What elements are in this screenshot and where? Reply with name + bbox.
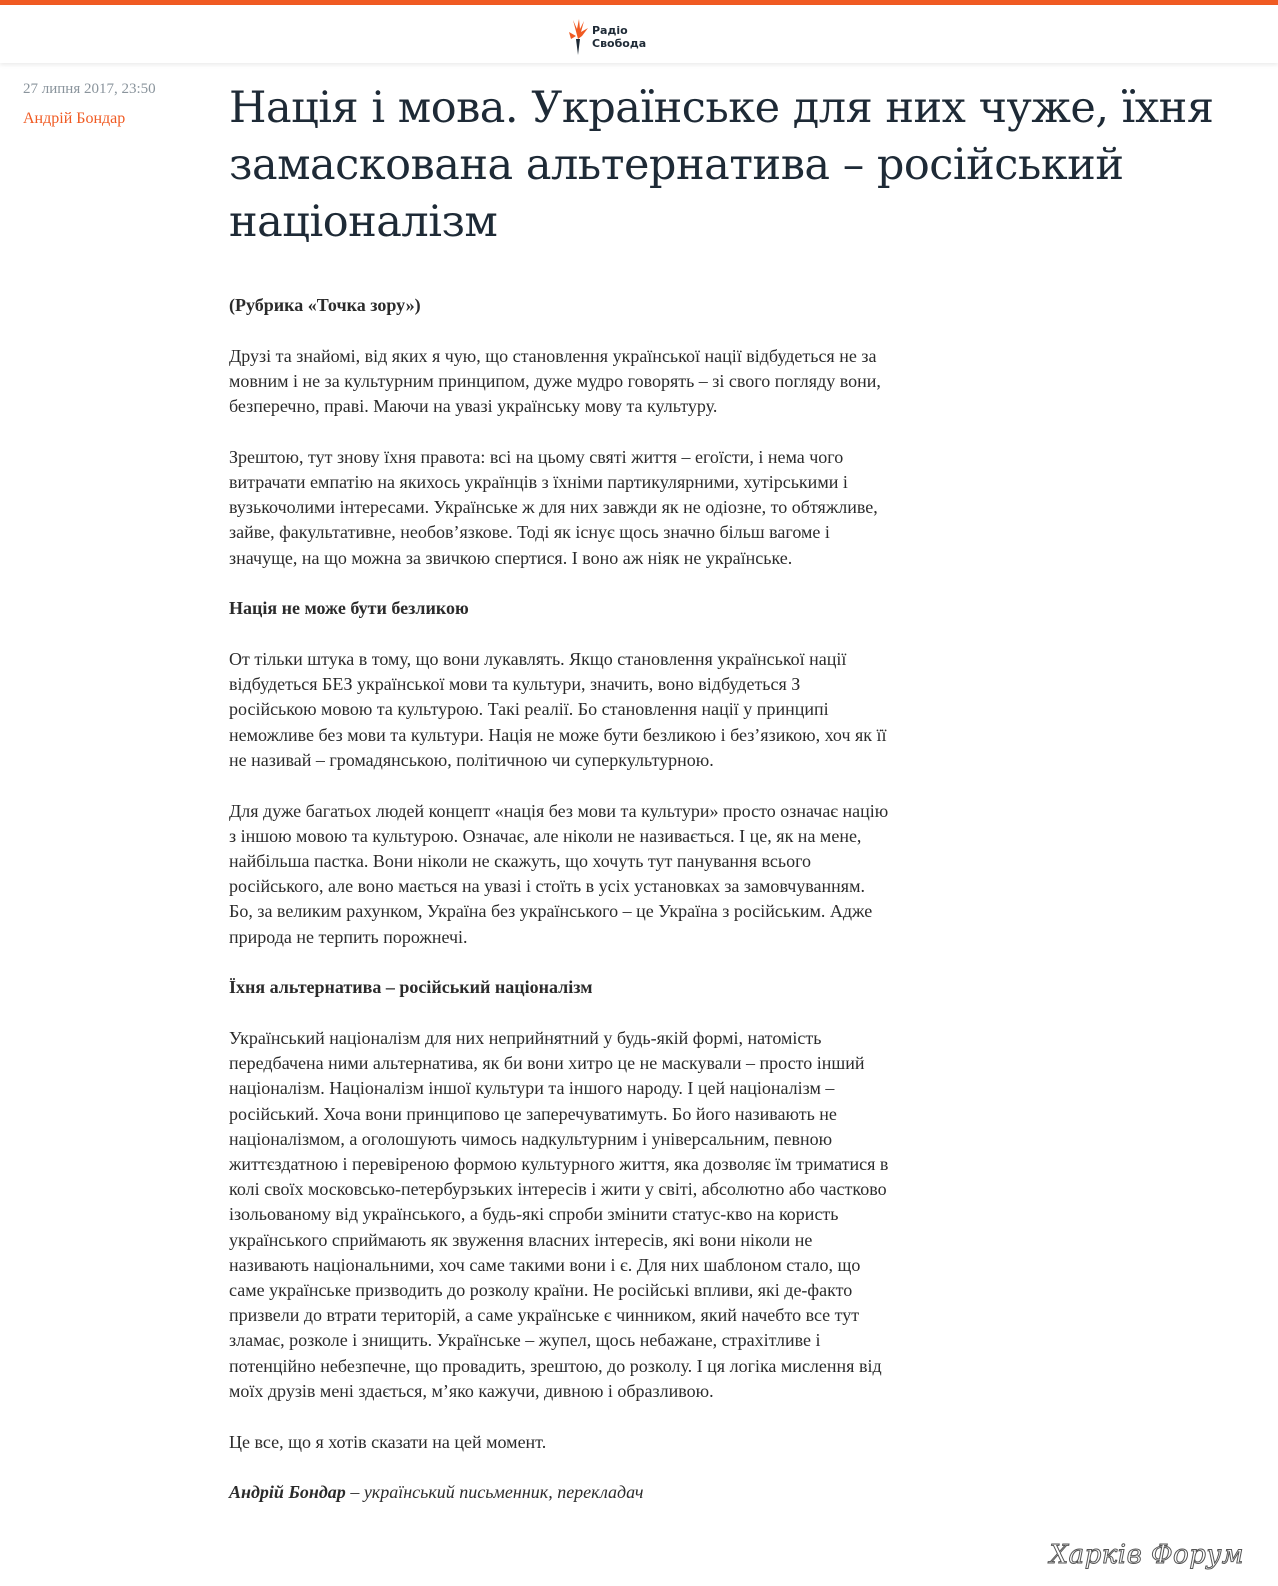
article-meta bbox=[23, 80, 193, 128]
author-bio bbox=[229, 1480, 889, 1505]
article-body bbox=[229, 293, 889, 1531]
logo-line-1: Радіо bbox=[592, 24, 628, 37]
logo-line-2: Свобода bbox=[592, 37, 647, 50]
rubric-label: (Рубрика «Точка зору») bbox=[229, 295, 421, 315]
author-bio-name: Андрій Бондар bbox=[229, 1482, 346, 1503]
article-title: Нація і мова. Українське для них чуже, їхня замаскована альтернатива – російський націоналізм bbox=[229, 83, 1214, 247]
forum-watermark: Харків Форум bbox=[1049, 1540, 1244, 1570]
article-paragraph: От тільки штука в тому, що вони лукавлять. Якщо становлення української нації відбудеться БЕЗ української мови та культури, значить, воно відбудеться З російською мовою та культурою. Такі реалії. Бо становлення нації у принципі неможливе без мови та культури. Нація не може бути безликою і без’язикою, хоч як її не називай – громадянською, політичною чи суперкультурною. bbox=[229, 649, 887, 770]
author-link[interactable]: Андрій Бондар bbox=[23, 110, 126, 127]
article-paragraph: Це все, що я хотів сказати на цей момент. bbox=[229, 1431, 547, 1452]
section-subheading: Нація не може бути безликою bbox=[229, 598, 469, 619]
logo-wordmark bbox=[592, 24, 646, 50]
torch-icon bbox=[567, 17, 589, 57]
publish-date: 27 липня 2017, 23:50 bbox=[23, 81, 156, 97]
article-paragraph: Друзі та знайомі, від яких я чую, що становлення української нації відбудеться не за мовним і не за культурним принципом, дуже мудро говорять – зі свого погляду вони, безперечно, праві. Маючи на увазі українську мову та культуру. bbox=[229, 345, 881, 417]
section-subheading: Їхня альтернатива – російський націоналізм bbox=[229, 977, 593, 998]
author-bio-role: – український письменник, перекладач bbox=[345, 1482, 644, 1503]
article-paragraph: Український націоналізм для них неприйнятний у будь-якій формі, натомість передбачена ними альтернатива, як би вони хитро це не маскували – просто інший націоналізм. Націоналізм іншої культури та іншого народу. І цей націоналізм – російський. Хоча вони принципово це заперечуватимуть. Бо його називають не націоналізмом, а оголошують чимось надкультурним і універсальним, певною життєздатною і перевіреною формою культурного життя, яка дозволяє їм триматися в колі своїх московсько-петербурзьких інтересів і жити у світі, абсолютно або частково ізольованому від українського, а будь-які спроби змінити статус-кво на користь українського сприймають як звуження власних інтересів, які вони ніколи не називають національними, хоч саме такими вони і є. Для них шаблоном стало, що саме українське призводить до розколу країни. Не російські впливи, які де-факто призвели до втрати територій, а саме українське є чинником, який начебто все тут зламає, розколе і знищить. Українське – жупел, щось небажане, страхітливе і потенційно небезпечне, що провадить, зрештою, до розколу. І ця логіка мислення від моїх друзів мені здається, м’яко кажучи, дивною і образливою. bbox=[229, 1027, 889, 1401]
site-logo-link[interactable] bbox=[567, 16, 646, 58]
article-paragraph: Зрештою, тут знову їхня правота: всі на цьому святі життя – егоїсти, і нема чого витрачати емпатію на якихось українців з їхніми партикулярними, хутірськими і вузькочолими інтересами. Українське ж для них завжди як не одіозне, то обтяжливе, зайве, факультативне, необов’язкове. Тоді як існує щось значно більш вагоме і значуще, на що можна за звичкою спертися. І воно аж ніяк не українське. bbox=[229, 446, 878, 568]
article-paragraph: Для дуже багатьох людей концепт «нація без мови та культури» просто означає націю з іншою мовою та культурою. Означає, але ніколи не називається. І це, як на мене, найбільша пастка. Вони ніколи не скажуть, що хочуть тут панування всього російського, але воно мається на увазі і стоїть в усіх установках за замовчуванням. Бо, за великим рахунком, Україна без українського – це Україна з російським. Адже природа не терпить порожнечі. bbox=[229, 800, 889, 947]
site-header bbox=[0, 5, 1278, 63]
